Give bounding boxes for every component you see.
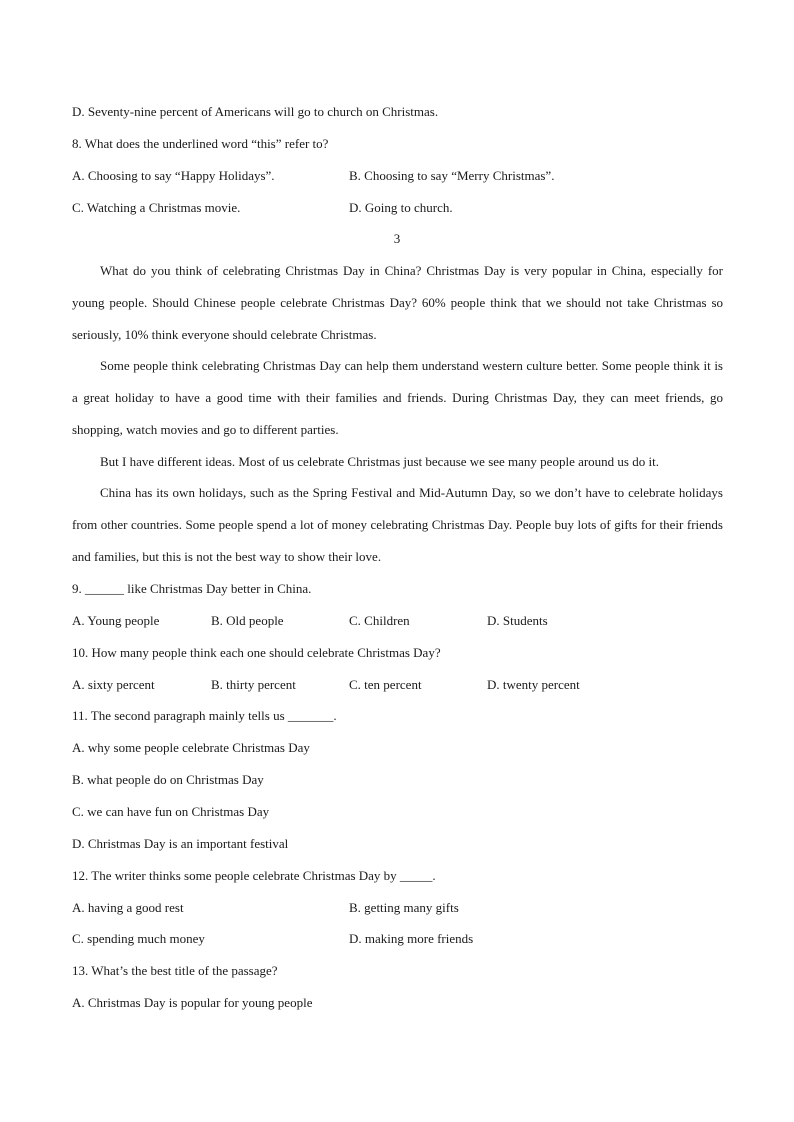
passage-paragraph-1: What do you think of celebrating Christmas Day in China? Christmas Day is very popular in China, especially for young people. Should Chinese people celebrate Christmas Day? 60% people think that we should not take Christmas so seriously, 10% think everyone should celebrate Christmas. [72,263,723,342]
q10-option-a: A. sixty percent [72,677,155,692]
q8-option-c: C. Watching a Christmas movie. [72,200,241,215]
question-13: 13. What’s the best title of the passage? [72,963,278,978]
q9-option-b: B. Old people [211,613,284,628]
question-12: 12. The writer thinks some people celebrate Christmas Day by _____. [72,868,436,883]
q12-option-a: A. having a good rest [72,900,184,915]
question-8: 8. What does the underlined word “this” refer to? [72,136,329,151]
q12-option-d: D. making more friends [349,931,474,946]
q9-option-a: A. Young people [72,613,160,628]
section-number: 3 [393,231,401,246]
q8-option-a: A. Choosing to say “Happy Holidays”. [72,168,275,183]
passage-paragraph-3: But I have different ideas. Most of us celebrate Christmas just because we see many people around us do it. [100,454,659,469]
q9-option-c: C. Children [349,613,410,628]
q11-option-c: C. we can have fun on Christmas Day [72,804,270,819]
q10-option-b: B. thirty percent [211,677,296,692]
question-10: 10. How many people think each one should celebrate Christmas Day? [72,645,441,660]
passage-paragraph-4: China has its own holidays, such as the Spring Festival and Mid-Autumn Day, so we don’t have to celebrate holidays from other countries. Some people spend a lot of money celebrating Christmas Day. People buy lots of gifts for their friends and families, but this is not the best way to show their love. [72,485,723,564]
q13-option-a: A. Christmas Day is popular for young people [72,995,313,1010]
q8-option-d: D. Going to church. [349,200,453,215]
passage-paragraph-2: Some people think celebrating Christmas Day can help them understand western culture better. Some people think it is a great holiday to have a good time with their families and friends. During Christmas Day, they can meet friends, go shopping, watch movies and go to different parties. [72,358,723,437]
q11-option-a: A. why some people celebrate Christmas Day [72,740,310,755]
question-11: 11. The second paragraph mainly tells us _______. [72,708,337,723]
q10-option-c: C. ten percent [349,677,422,692]
q10-option-d: D. twenty percent [487,677,580,692]
q11-option-d: D. Christmas Day is an important festival [72,836,289,851]
q11-option-b: B. what people do on Christmas Day [72,772,264,787]
question-9: 9. ______ like Christmas Day better in China. [72,581,312,596]
q9-option-d: D. Students [487,613,548,628]
prev-option-d: D. Seventy-nine percent of Americans will go to church on Christmas. [72,104,439,119]
q12-option-c: C. spending much money [72,931,205,946]
q8-option-b: B. Choosing to say “Merry Christmas”. [349,168,555,183]
q12-option-b: B. getting many gifts [349,900,459,915]
